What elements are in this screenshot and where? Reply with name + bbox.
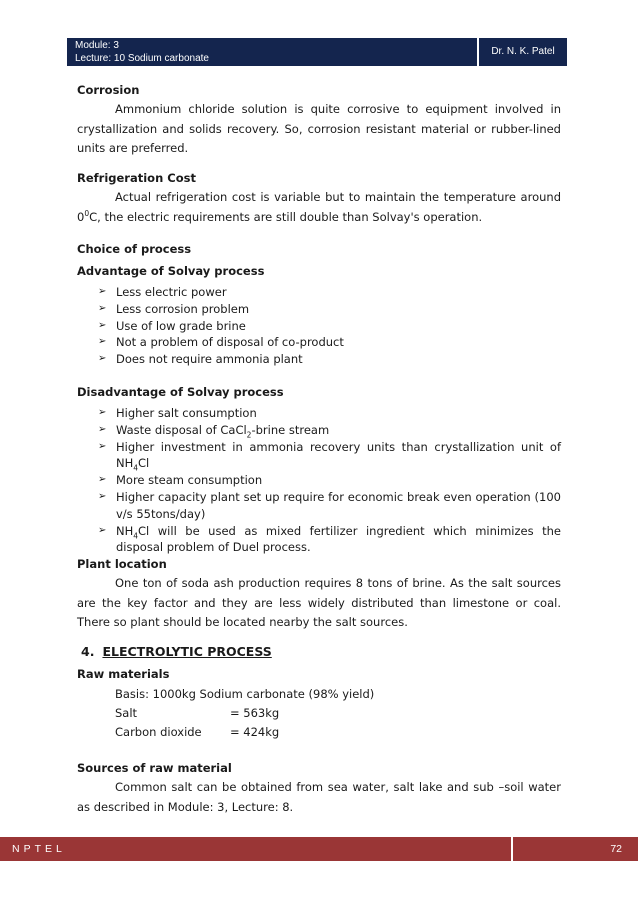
advantage-list [98, 284, 561, 368]
list-item: ➢ Less corrosion problem [98, 301, 250, 316]
list-item: ➢ $NH_4Cl$ will be used as mixed fertilizer ingredient which minimizes the disposal problem of Duel process. [98, 523, 561, 555]
heading-refrigeration: Refrigeration Cost [77, 171, 196, 185]
arrow-bullet-icon: ➢ [98, 353, 107, 365]
arrow-bullet-icon: ➢ [98, 474, 107, 486]
heading-plant-location: Plant location [77, 557, 167, 571]
paragraph-sources: Common salt can be obtained from sea water, salt lake and sub –soil water as described in Module: 3, Lecture: 8. [77, 780, 561, 814]
list-item: ➢ Higher investment in ammonia recovery units than crystallization unit of $NH_4Cl$ [98, 439, 561, 473]
footer-divider [511, 837, 513, 861]
section-title: ELECTROLYTIC PROCESS [102, 644, 272, 659]
list-item: ➢ Not a problem of disposal of co-product [98, 335, 344, 350]
list-item: ➢ Waste disposal of CaCl$_2$-brine stream [98, 422, 330, 440]
page-header [67, 38, 567, 66]
arrow-bullet-icon: ➢ [98, 490, 107, 502]
refrigeration-text-a: Actual refrigeration cost is variable but to maintain the temperature around 0 [77, 190, 561, 224]
paragraph-corrosion: Ammonium chloride solution is quite corrosive to equipment involved in crystallization and solids recovery. So, corrosion resistant material or rubber-lined units are preferred. [77, 102, 561, 155]
header-module: Module: 3 [75, 40, 119, 51]
heading-advantage: Advantage of Solvay process [77, 264, 265, 278]
arrow-bullet-icon: ➢ [98, 407, 107, 418]
list-item: ➢ Less electric power [98, 285, 227, 299]
heading-corrosion: Corrosion [77, 83, 140, 97]
page-number: 72 [610, 843, 622, 855]
disadvantage-list [98, 405, 561, 556]
list-item: ➢ Does not require ammonia plant [98, 352, 303, 367]
heading-choice-of-process: Choice of process [77, 242, 192, 256]
arrow-bullet-icon: ➢ [98, 336, 107, 348]
arrow-bullet-icon: ➢ [98, 286, 107, 297]
list-item: ➢ More steam consumption [98, 473, 263, 488]
page-footer [0, 837, 638, 861]
arrow-bullet-icon: ➢ [98, 302, 107, 314]
refrigeration-text-b: C, the electric requirements are still double than Solvay's operation. [89, 209, 483, 224]
raw-materials-basis: Basis: 1000kg Sodium carbonate (98% yield) [115, 687, 375, 701]
paragraph-plant-location: One ton of soda ash production requires 8 tons of brine. As the salt sources are the key factor and they are less widely distributed than limestone or coal. There so plant should be located nearby the salt sources. [77, 576, 561, 629]
list-item: ➢ Higher capacity plant set up require for economic break even operation (100 v/s 55tons/day) [98, 489, 561, 521]
degree-superscript: 0 [84, 208, 90, 218]
section-number: 4. [81, 644, 95, 659]
arrow-bullet-icon: ➢ [98, 440, 107, 452]
raw-material-row: Salt = 563kg [115, 706, 280, 720]
list-item: ➢ Use of low grade brine [98, 318, 246, 333]
section-title-electrolytic [81, 643, 272, 660]
heading-sources: Sources of raw material [77, 761, 232, 775]
arrow-bullet-icon: ➢ [98, 524, 107, 536]
arrow-bullet-icon: ➢ [98, 319, 107, 331]
heading-disadvantage: Disadvantage of Solvay process [77, 385, 284, 399]
header-module-info [75, 40, 209, 65]
heading-raw-materials: Raw materials [77, 667, 170, 681]
raw-material-row: Carbon dioxide = 424kg [115, 725, 280, 739]
paragraph-refrigeration [77, 188, 561, 227]
list-item: ➢ Higher salt consumption [98, 406, 257, 420]
arrow-bullet-icon: ➢ [98, 423, 107, 435]
header-author: Dr. N. K. Patel [477, 38, 567, 66]
header-lecture: Lecture: 10 Sodium carbonate [75, 52, 209, 64]
footer-nptel: NPTEL [12, 843, 66, 855]
